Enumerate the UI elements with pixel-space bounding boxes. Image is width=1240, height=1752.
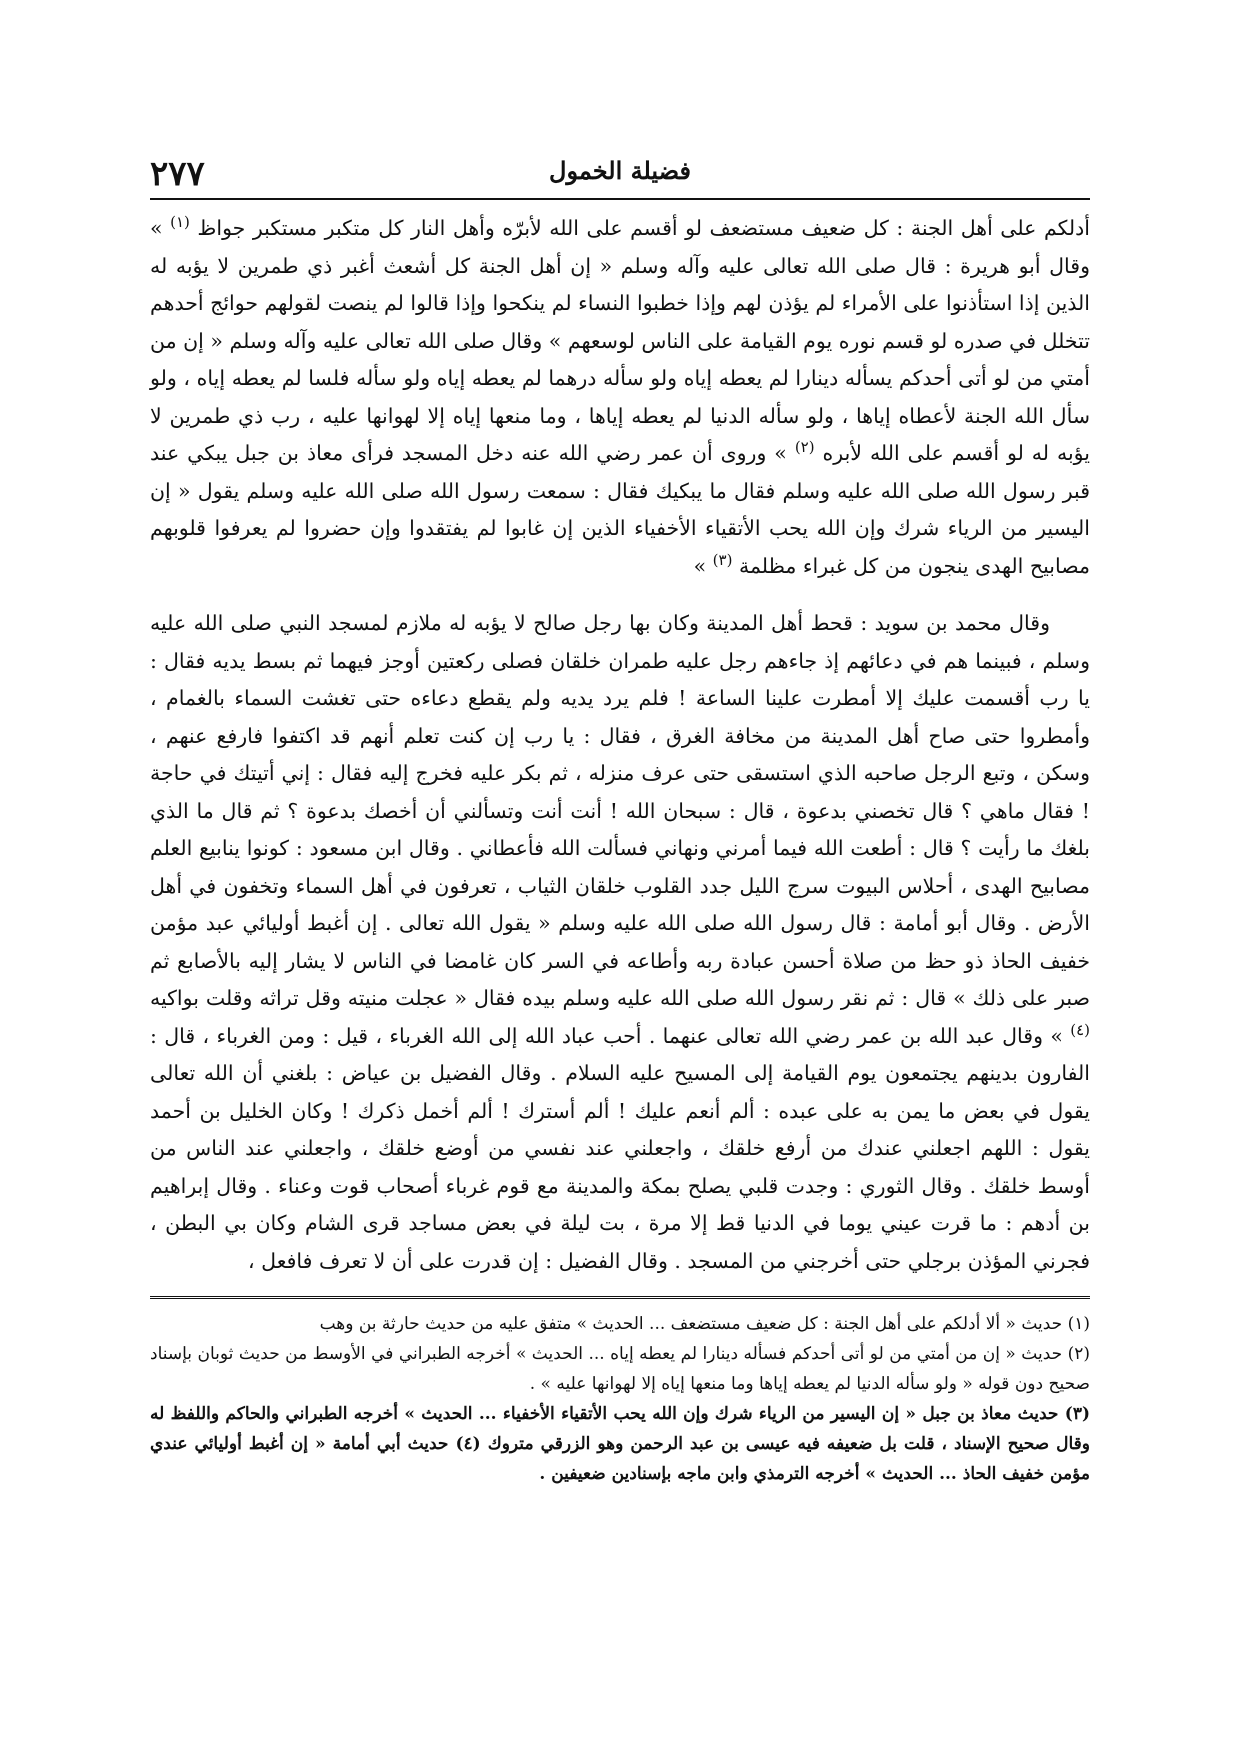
footnote-marker-2: (٢) <box>794 438 815 457</box>
footnote-divider <box>150 1296 1090 1299</box>
footnotes <box>150 1309 1090 1489</box>
footnote-marker-3: (٣) <box>712 550 733 569</box>
footnote-1: (١) حديث « ألا أدلكم على أهل الجنة : كل ضعيف مستضعف ... الحديث » متفق عليه من حديث حارثة بن وهب <box>319 1314 1090 1334</box>
paragraph-2-part-1: وقال محمد بن سويد : قحط أهل المدينة وكان بها رجل صالح لا يؤبه له ملازم لمسجد النبي صلى الله عليه وسلم ، فبينما هم في دعائهم إذ جاءهم رجل عليه طمران خلقان فصلى ركعتين أوجز فيهما ثم بسط يديه فقال : يا رب أقسمت عليك إلا أمطرت علينا الساعة ! فلم يرد يديه ولم يقطع دعاءه حتى تغشت السماء بالغمام ، وأمطروا حتى صاح أهل المدينة من مخافة الغرق ، فقال : يا رب إن كنت تعلم أنهم قد اكتفوا فارفع عنهم ، وسكن ، وتبع الرجل صاحبه الذي استسقى حتى عرف منزله ، ثم بكر عليه فخرج إليه فقال : إني أتيتك في حاجة ! فقال ماهي ؟ قال تخصني بدعوة ، قال : سبحان الله ! أنت أنت وتسألني أن أخصك بدعوة ؟ ثم قال ما الذي بلغك ما رأيت ؟ قال : أطعت الله فيما أمرني ونهاني فسألت الله فأعطاني . وقال ابن مسعود : كونوا ينابيع العلم مصابيح الهدى ، أحلاس البيوت سرج الليل جدد القلوب خلقان الثياب ، تعرفون في أهل السماء وتخفون في أهل الأرض . وقال أبو أمامة : قال رسول الله صلى الله عليه وسلم « يقول الله تعالى . إن أغبط أوليائي عبد مؤمن خفيف الحاذ ذو حظ من صلاة أحسن عبادة ربه وأطاعه في السر كان غامضا في الناس لا يشار إليه بالأصابع ثم صبر على ذلك » قال : ثم نقر رسول الله صلى الله عليه وسلم بيده فقال « عجلت منيته وقل تراثه وقلت بواكيه <box>150 611 1090 1010</box>
page-header <box>150 150 1090 200</box>
paragraph-2-part-2: » وقال عبد الله بن عمر رضي الله تعالى عنهما . أحب عباد الله إلى الله الغرباء ، قيل : ومن الغرباء ، قال : الفارون بدينهم يجتمعون يوم القيامة إلى المسيح عليه السلام . وقال الفضيل بن عياض : بلغني أن الله تعالى يقول في بعض ما يمن به على عبده : ألم أنعم عليك ! ألم أسترك ! ألم أخمل ذكرك ! وكان الخليل بن أحمد يقول : اللهم اجعلني عندك من أرفع خلقك ، واجعلني عند نفسي من أوضع خلقك ، واجعلني عند الناس من أوسط خلقك . وقال الثوري : وجدت قلبي يصلح بمكة والمدينة مع قوم غرباء أصحاب قوت وعناء . وقال إبراهيم بن أدهم : ما قرت عيني يوما في الدنيا قط إلا مرة ، بت ليلة في بعض مساجد قرى الشام وكان بي البطن ، فجرني المؤذن برجلي حتى أخرجني من المسجد . وقال الفضيل : إن قدرت على أن لا تعرف فافعل ، <box>150 1023 1090 1273</box>
footnote-marker-1: (١) <box>170 213 190 232</box>
paragraph-1 <box>150 210 1090 585</box>
running-title: فضيلة الخمول <box>549 156 691 185</box>
main-text <box>150 210 1090 1280</box>
paragraph-1-part-3: » وروى أن عمر رضي الله عنه دخل المسجد فرأى معاذ بن جبل يبكي عند قبر رسول الله صلى الله عليه وسلم فقال ما يبكيك فقال : سمعت رسول الله صلى الله عليه وسلم يقول « إن اليسير من الرياء شرك وإن الله يحب الأتقياء الأخفياء الذين إن غابوا لم يفتقدوا وإن حضروا لم يعرفوا قلوبهم مصابيح الهدى ينجون من كل غبراء مظلمة <box>150 441 1090 578</box>
page-number: ٢٧٧ <box>150 154 205 194</box>
paragraph-1-part-2: » وقال أبو هريرة : قال صلى الله تعالى عليه وآله وسلم « إن أهل الجنة كل أشعث أغبر ذي طمرين لا يؤبه له الذين إذا استأذنوا على الأمراء لم يؤذن لهم وإذا خطبوا النساء لم ينكحوا وإذا قالوا لم ينصت لقولهم حوائج أحدهم تتخلل في صدره لو قسم نوره يوم القيامة على الناس لوسعهم » وقال صلى الله تعالى عليه وآله وسلم « إن من أمتي من لو أتى أحدكم يسأله دينارا لم يعطه إياه ولو سأله درهما لم يعطه إياه ولو سأله فلسا لم يعطه إياه ، ولو سأل الله الجنة لأعطاه إياها ، ولو سأله الدنيا لم يعطه إياها ، وما منعها إياه إلا لهوانها عليه ، رب ذي طمرين لا يؤبه له لو أقسم على الله لأبره <box>150 216 1090 465</box>
paragraph-1-part-1: أدلكم على أهل الجنة : كل ضعيف مستضعف لو أقسم على الله لأبرّه وأهل النار كل متكبر مستكبر جواظ <box>197 216 1090 240</box>
paragraph-2 <box>150 605 1090 1280</box>
book-page <box>150 150 1090 1630</box>
footnote-3: (٣) حديث معاذ بن جبل « إن اليسير من الرياء شرك وإن الله يحب الأتقياء الأخفياء ... الحديث » أخرجه الطبراني والحاكم واللفظ له وقال صحيح الإسناد ، قلت بل ضعيفه فيه عيسى بن عبد الرحمن وهو الزرقي متروك (٤) حديث أبي أمامة « إن أغبط أوليائي عندي مؤمن خفيف الحاذ ... الحديث » أخرجه الترمذي وابن ماجه بإسنادين ضعيفين . <box>150 1404 1090 1484</box>
footnote-marker-4: (٤) <box>1070 1020 1090 1039</box>
paragraph-1-part-4: » <box>693 553 707 578</box>
footnote-2: (٢) حديث « إن من أمتي من لو أتى أحدكم فسأله دينارا لم يعطه إياه ... الحديث » أخرجه الطبراني في الأوسط من حديث ثوبان بإسناد صحيح دون قوله « ولو سأله الدنيا لم يعطه إياها وما منعها إياه إلا لهوانها عليه » . <box>150 1344 1090 1394</box>
